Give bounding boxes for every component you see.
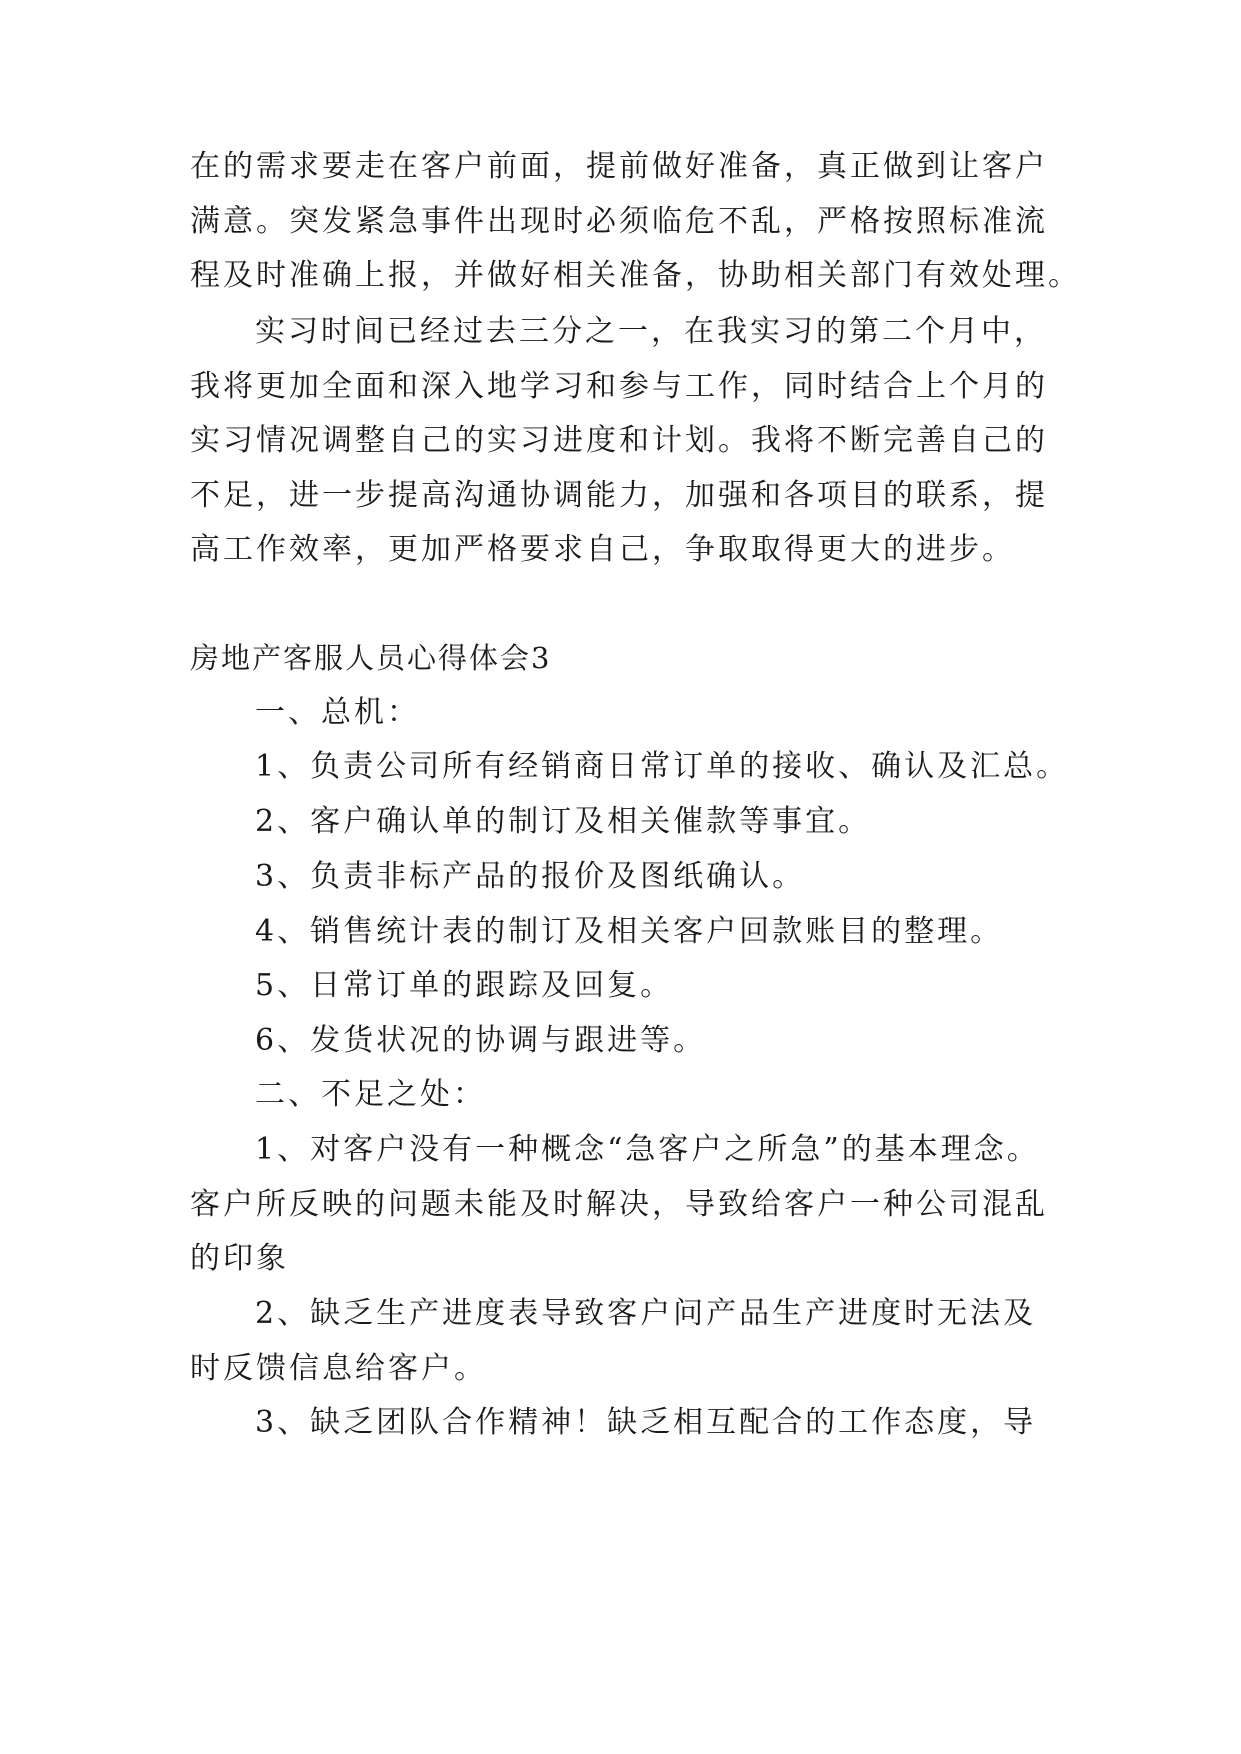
list-item: 1、负责公司所有经销商日常订单的接收、确认及汇总。 — [255, 749, 1070, 784]
list-item: 2、客户确认单的制订及相关催款等事宜。 — [255, 804, 872, 839]
paragraph-line: 不足，进一步提高沟通协调能力，加强和各项目的联系，提 — [190, 478, 1048, 513]
paragraph-line: 2、缺乏生产进度表导致客户问产品生产进度时无法及 — [255, 1296, 1037, 1331]
paragraph-line: 实习情况调整自己的实习进度和计划。我将不断完善自己的 — [190, 423, 1048, 458]
paragraph-line: 时反馈信息给客户。 — [190, 1351, 487, 1386]
list-item: 4、销售统计表的制订及相关客户回款账目的整理。 — [255, 914, 1004, 949]
paragraph-line: 3、缺乏团队合作精神！缺乏相互配合的工作态度，导 — [255, 1405, 1037, 1440]
part1-heading: 一、总机： — [255, 695, 420, 730]
part2-heading: 二、不足之处： — [255, 1077, 486, 1112]
list-item: 6、发货状况的协调与跟进等。 — [255, 1023, 707, 1058]
paragraph-line: 满意。突发紧急事件出现时必须临危不乱，严格按照标准流 — [190, 204, 1048, 239]
paragraph-line: 实习时间已经过去三分之一，在我实习的第二个月中， — [255, 314, 1047, 349]
paragraph-line: 客户所反映的问题未能及时解决，导致给客户一种公司混乱 — [190, 1187, 1048, 1222]
paragraph-line: 的印象 — [190, 1241, 289, 1276]
list-item: 5、日常订单的跟踪及回复。 — [255, 968, 674, 1003]
section-title: 房地产客服人员心得体会3 — [190, 641, 552, 675]
paragraph-line: 1、对客户没有一种概念“急客户之所急”的基本理念。 — [255, 1132, 1040, 1167]
paragraph-line: 高工作效率，更加严格要求自己，争取取得更大的进步。 — [190, 532, 1015, 567]
paragraph-line: 在的需求要走在客户前面，提前做好准备，真正做到让客户 — [190, 149, 1048, 184]
paragraph-line: 程及时准确上报，并做好相关准备，协助相关部门有效处理。 — [190, 258, 1081, 293]
list-item: 3、负责非标产品的报价及图纸确认。 — [255, 859, 806, 894]
paragraph-line: 我将更加全面和深入地学习和参与工作，同时结合上个月的 — [190, 369, 1048, 404]
